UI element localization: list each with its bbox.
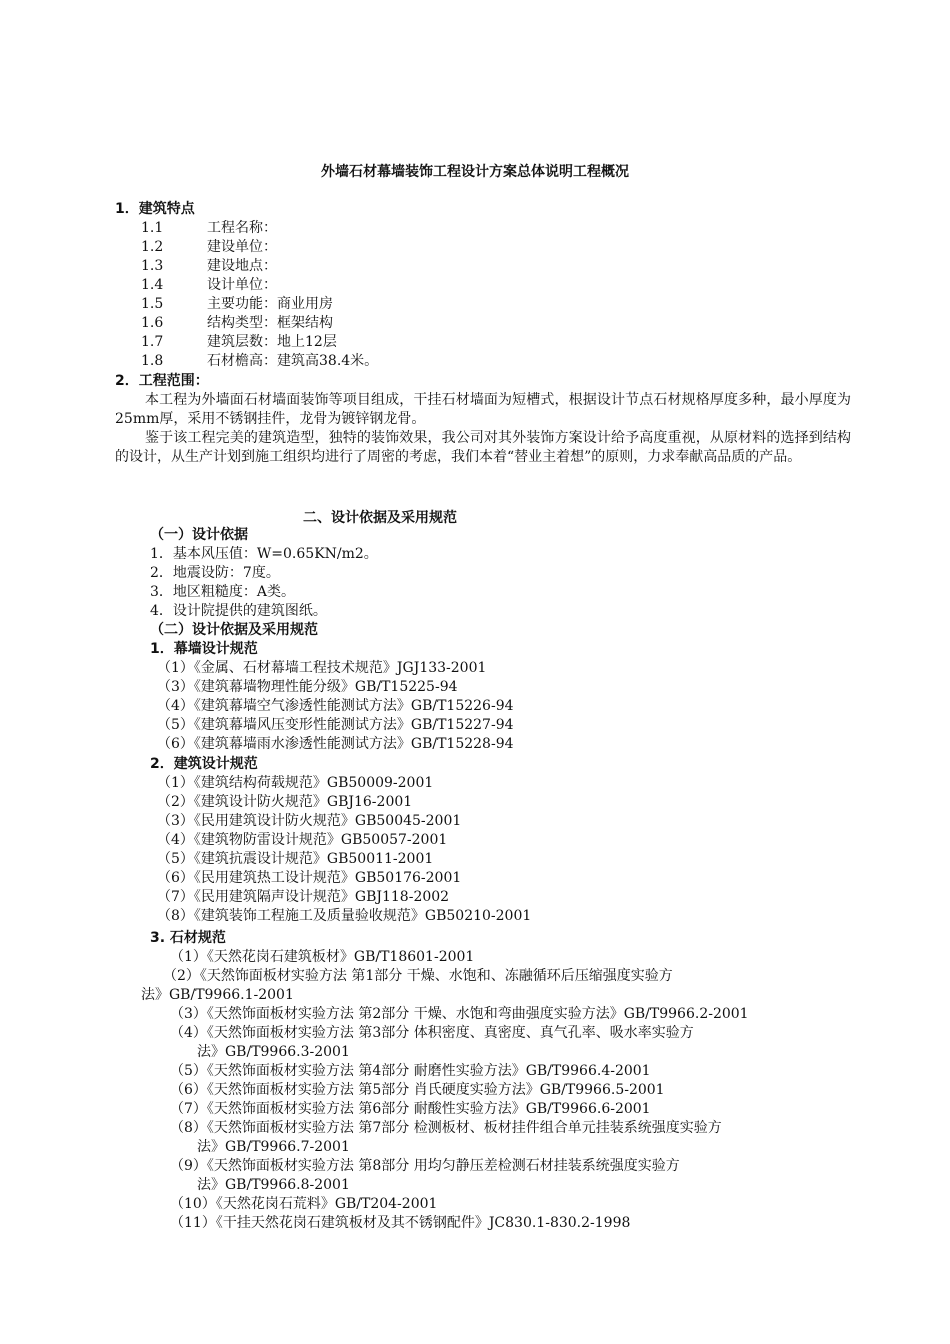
list-item bbox=[141, 257, 277, 276]
item-text: 结构类型：框架结构 bbox=[207, 315, 333, 331]
list-item: （2）《建筑设计防火规范》GBJ16-2001 bbox=[157, 794, 413, 810]
stone-heading: 3. 石材规范 bbox=[150, 930, 226, 946]
list-item bbox=[141, 219, 277, 238]
item-number: 1.2 bbox=[141, 239, 164, 255]
list-item: （5）《天然饰面板材实验方法 第4部分 耐磨性实验方法》GB/T9966.4-2001 bbox=[170, 1063, 651, 1079]
basis-heading: （一）设计依据 bbox=[150, 527, 248, 543]
list-item: （1）《建筑结构荷载规范》GB50009-2001 bbox=[157, 775, 434, 791]
item-text: 石材檐高：建筑高38.4米。 bbox=[207, 353, 379, 369]
item-number: 1.1 bbox=[141, 220, 164, 236]
list-item: 2．地震设防：7度。 bbox=[150, 565, 280, 581]
codes-heading: （二）设计依据及采用规范 bbox=[150, 622, 318, 638]
list-item: 3．地区粗糙度：A类。 bbox=[150, 584, 296, 600]
list-item-continuation: 法》GB/T9966.8-2001 bbox=[197, 1177, 350, 1193]
list-item: （1）《金属、石材幕墙工程技术规范》JGJ133-2001 bbox=[157, 660, 487, 676]
list-item: （7）《天然饰面板材实验方法 第6部分 耐酸性实验方法》GB/T9966.6-2001 bbox=[170, 1101, 651, 1117]
list-item: （4）《建筑幕墙空气渗透性能测试方法》GB/T15226-94 bbox=[157, 698, 514, 714]
list-item bbox=[141, 333, 337, 352]
scope-paragraph-2: 鉴于该工程完美的建筑造型，独特的装饰效果，我公司对其外装饰方案设计给予高度重视，从原材料的选择到结构的设计，从生产计划到施工组织均进行了周密的考虑，我们本着“替业主着想”的原则，力求奉献高品质的产品。 bbox=[115, 430, 851, 465]
list-item: （6）《建筑幕墙雨水渗透性能测试方法》GB/T15228-94 bbox=[157, 736, 514, 752]
list-item: （5）《建筑抗震设计规范》GB50011-2001 bbox=[157, 851, 434, 867]
document-title: 外墙石材幕墙装饰工程设计方案总体说明工程概况 bbox=[321, 164, 629, 180]
item-text: 设计单位： bbox=[207, 277, 277, 293]
building-design-heading: 2．建筑设计规范 bbox=[150, 756, 258, 772]
item-text: 建筑层数：地上12层 bbox=[207, 334, 337, 350]
item-number: 1.8 bbox=[141, 353, 164, 369]
list-item: （3）《民用建筑设计防火规范》GB50045-2001 bbox=[157, 813, 462, 829]
list-item bbox=[141, 276, 277, 295]
section-heading-features: 1．建筑特点 bbox=[115, 201, 195, 217]
list-item bbox=[141, 352, 378, 371]
list-item: （4）《建筑物防雷设计规范》GB50057-2001 bbox=[157, 832, 448, 848]
list-item: （3）《建筑幕墙物理性能分级》GB/T15225-94 bbox=[157, 679, 458, 695]
list-item: 4．设计院提供的建筑图纸。 bbox=[150, 603, 327, 619]
item-text: 建设单位： bbox=[207, 239, 277, 255]
list-item-continuation: 法》GB/T9966.3-2001 bbox=[197, 1044, 350, 1060]
list-item: （7）《民用建筑隔声设计规范》GBJ118-2002 bbox=[157, 889, 450, 905]
scope-paragraph-1: 本工程为外墙面石材墙面装饰等项目组成，干挂石材墙面为短槽式，根据设计节点石材规格厚度多种，最小厚度为25mm厚，采用不锈钢挂件，龙骨为镀锌钢龙骨。 bbox=[115, 392, 851, 427]
curtain-wall-heading: 1．幕墙设计规范 bbox=[150, 641, 258, 657]
part2-title: 二、设计依据及采用规范 bbox=[303, 510, 457, 526]
list-item bbox=[141, 238, 277, 257]
list-item: （11）《干挂天然花岗石建筑板材及其不锈钢配件》JC830.1-830.2-1998 bbox=[170, 1215, 631, 1231]
list-item: （3）《天然饰面板材实验方法 第2部分 干燥、水饱和弯曲强度实验方法》GB/T9966.2-2001 bbox=[170, 1006, 749, 1022]
item-number: 1.4 bbox=[141, 277, 164, 293]
item-number: 1.6 bbox=[141, 315, 164, 331]
item-text: 工程名称： bbox=[207, 220, 277, 236]
list-item: （4）《天然饰面板材实验方法 第3部分 体积密度、真密度、真气孔率、吸水率实验方 bbox=[170, 1025, 694, 1041]
list-item bbox=[141, 314, 333, 333]
section-heading-scope: 2．工程范围： bbox=[115, 373, 209, 389]
list-item bbox=[141, 295, 333, 314]
list-item: （1）《天然花岗石建筑板材》GB/T18601-2001 bbox=[170, 949, 475, 965]
list-item: （10）《天然花岗石荒料》GB/T204-2001 bbox=[170, 1196, 438, 1212]
item-text: 主要功能：商业用房 bbox=[207, 296, 333, 312]
list-item: （2）《天然饰面板材实验方法 第1部分 干燥、水饱和、冻融循环后压缩强度实验方 bbox=[163, 968, 673, 984]
list-item: （5）《建筑幕墙风压变形性能测试方法》GB/T15227-94 bbox=[157, 717, 514, 733]
item-number: 1.5 bbox=[141, 296, 164, 312]
list-item-continuation: 法》GB/T9966.7-2001 bbox=[197, 1139, 350, 1155]
list-item: 1．基本风压值：W=0.65KN/m2。 bbox=[150, 546, 378, 562]
list-item: （8）《天然饰面板材实验方法 第7部分 检测板材、板材挂件组合单元挂装系统强度实验方 bbox=[170, 1120, 722, 1136]
item-number: 1.3 bbox=[141, 258, 164, 274]
list-item-continuation: 法》GB/T9966.1-2001 bbox=[141, 987, 294, 1003]
list-item: （6）《民用建筑热工设计规范》GB50176-2001 bbox=[157, 870, 462, 886]
item-text: 建设地点： bbox=[207, 258, 277, 274]
list-item: （8）《建筑装饰工程施工及质量验收规范》GB50210-2001 bbox=[157, 908, 532, 924]
list-item: （9）《天然饰面板材实验方法 第8部分 用均匀静压差检测石材挂装系统强度实验方 bbox=[170, 1158, 680, 1174]
list-item: （6）《天然饰面板材实验方法 第5部分 肖氏硬度实验方法》GB/T9966.5-2001 bbox=[170, 1082, 665, 1098]
item-number: 1.7 bbox=[141, 334, 164, 350]
